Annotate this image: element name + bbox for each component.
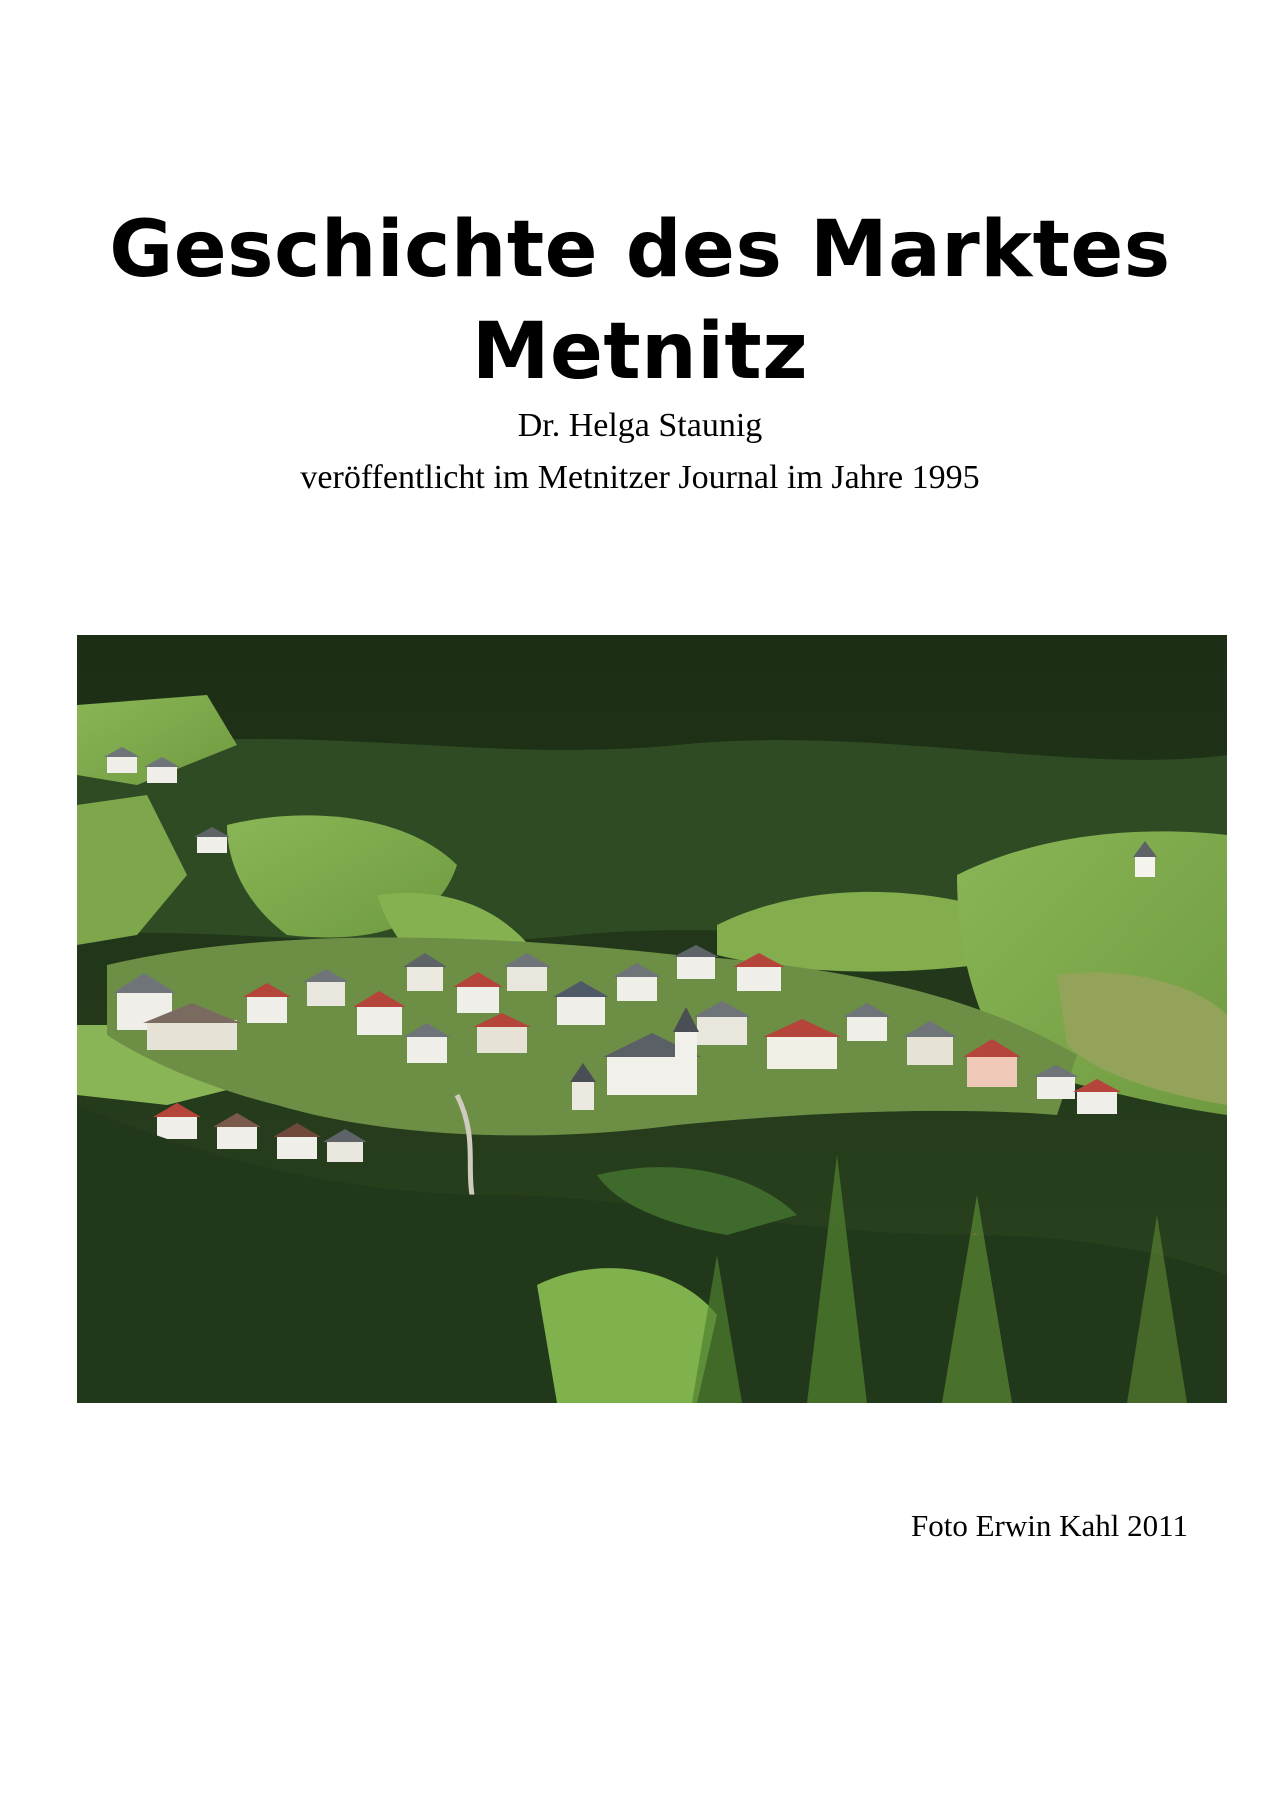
cover-photo — [77, 635, 1227, 1403]
village-aerial-photo — [77, 635, 1227, 1403]
author-name: Dr. Helga Staunig — [517, 407, 763, 444]
photo-credit: Foto Erwin Kahl 2011 — [911, 1508, 1188, 1543]
document-title-line-2: Metnitz — [471, 307, 809, 397]
document-title-line-1: Geschichte des Marktes — [109, 205, 1171, 295]
publication-note: veröffentlicht im Metnitzer Journal im Jahre 1995 — [300, 459, 980, 496]
